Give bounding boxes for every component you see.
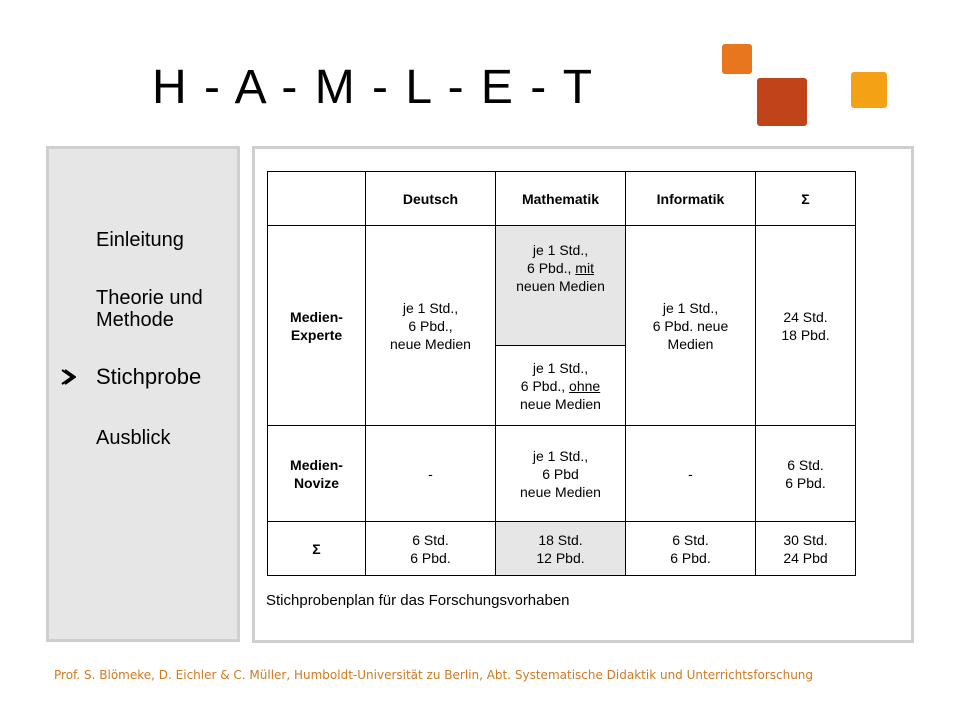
- row-label-novize: Medien- Novize: [268, 426, 366, 522]
- arrow-bullet-icon: [60, 368, 76, 386]
- sidebar-nav: [46, 146, 240, 642]
- table-row: [268, 522, 856, 576]
- decor-square-yellow: [851, 72, 887, 108]
- sample-plan-table: [267, 171, 856, 576]
- cell-experte-mathe-ohne: je 1 Std., 6 Pbd., ohne neue Medien: [496, 346, 626, 426]
- sidebar-item-ausblick[interactable]: Ausblick: [96, 427, 171, 449]
- header-informatik: Informatik: [626, 172, 756, 226]
- sidebar-item-theorie-und-methode[interactable]: Theorie und Methode: [96, 287, 203, 331]
- cell-experte-informatik: je 1 Std., 6 Pbd. neue Medien: [626, 226, 756, 426]
- row-label-sum: Σ: [268, 522, 366, 576]
- decor-square-red: [757, 78, 807, 126]
- cell-sum-informatik: 6 Std. 6 Pbd.: [626, 522, 756, 576]
- header-sum: Σ: [756, 172, 856, 226]
- cell-novize-mathe: je 1 Std., 6 Pbd neue Medien: [496, 426, 626, 522]
- cell-novize-sum: 6 Std. 6 Pbd.: [756, 426, 856, 522]
- cell-experte-sum: 24 Std. 18 Pbd.: [756, 226, 856, 426]
- cell-sum-total: 30 Std. 24 Pbd: [756, 522, 856, 576]
- table-caption: Stichprobenplan für das Forschungsvorhaben: [266, 592, 570, 609]
- cell-sum-deutsch: 6 Std. 6 Pbd.: [366, 522, 496, 576]
- table-row: [268, 226, 856, 346]
- footer-credits: Prof. S. Blömeke, D. Eichler & C. Müller, Humboldt-Universität zu Berlin, Abt. Systematische Didaktik und Unterrichtsforschung: [54, 668, 814, 682]
- table-row: [268, 426, 856, 522]
- cell-experte-mathe-mit: je 1 Std., 6 Pbd., mit neuen Medien: [496, 226, 626, 346]
- header-deutsch: Deutsch: [366, 172, 496, 226]
- sidebar-item-einleitung[interactable]: Einleitung: [96, 229, 184, 251]
- cell-novize-deutsch: -: [366, 426, 496, 522]
- row-label-experte: Medien- Experte: [268, 226, 366, 426]
- table-header-row: [268, 172, 856, 226]
- cell-novize-informatik: -: [626, 426, 756, 522]
- header-mathematik: Mathematik: [496, 172, 626, 226]
- table-corner-cell: [268, 172, 366, 226]
- sidebar-item-stichprobe[interactable]: Stichprobe: [96, 364, 202, 389]
- slide-title: H - A - M - L - E - T: [152, 61, 595, 114]
- decor-square-orange: [722, 44, 752, 74]
- cell-experte-deutsch: je 1 Std., 6 Pbd., neue Medien: [366, 226, 496, 426]
- cell-sum-mathe: 18 Std. 12 Pbd.: [496, 522, 626, 576]
